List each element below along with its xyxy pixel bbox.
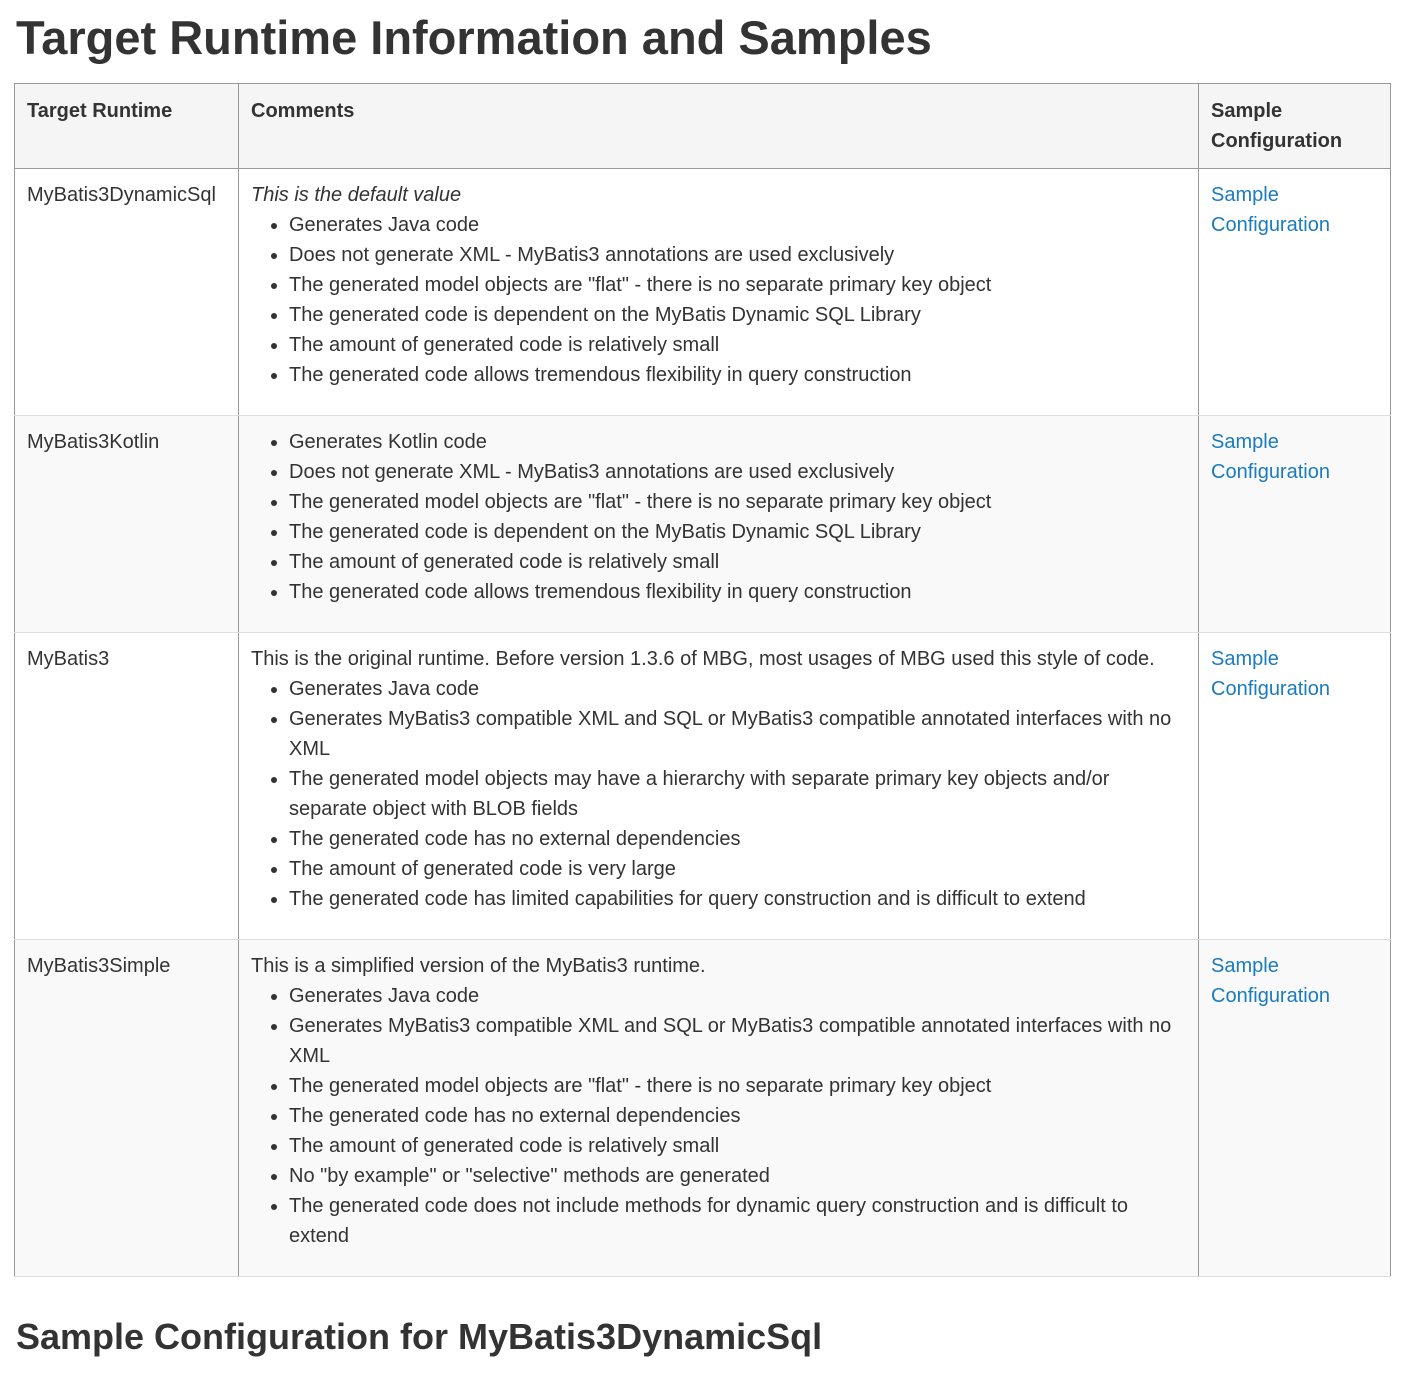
list-item: • Generates MyBatis3 compatible XML and SQL or MyBatis3 compatible annotated interfaces with no XML (289, 704, 1186, 764)
runtime-intro-text: This is the default value (251, 184, 462, 206)
list-item: • The generated code allows tremendous flexibility in query construction (289, 360, 1186, 390)
header-target-runtime: Target Runtime (15, 84, 239, 169)
runtime-feature-list (251, 674, 1186, 914)
sample-configuration-link[interactable]: Sample Configuration (1211, 184, 1330, 236)
list-item: • Does not generate XML - MyBatis3 annotations are used exclusively (289, 240, 1186, 270)
list-item: • The generated code is dependent on the MyBatis Dynamic SQL Library (289, 517, 1186, 547)
list-item: • The generated code has limited capabilities for query construction and is difficult to extend (289, 884, 1186, 914)
sample-configuration-link[interactable]: Sample Configuration (1211, 431, 1330, 483)
runtime-intro-text: This is the original runtime. Before version 1.3.6 of MBG, most usages of MBG used this style of code. (251, 648, 1155, 670)
list-item: • The generated model objects are "flat" - there is no separate primary key object (289, 487, 1186, 517)
list-item: • No "by example" or "selective" methods are generated (289, 1161, 1186, 1191)
list-item: • The generated model objects may have a hierarchy with separate primary key objects and/or separate object with BLOB fields (289, 764, 1186, 824)
list-item: • The generated code allows tremendous flexibility in query construction (289, 577, 1186, 607)
header-comments: Comments (239, 84, 1199, 169)
sample-configuration-link[interactable]: Sample Configuration (1211, 648, 1330, 700)
runtime-feature-list (251, 210, 1186, 390)
page-title: Target Runtime Information and Samples (16, 11, 932, 64)
list-item: • Generates MyBatis3 compatible XML and SQL or MyBatis3 compatible annotated interfaces with no XML (289, 1011, 1186, 1071)
list-item: • The generated model objects are "flat" - there is no separate primary key object (289, 270, 1186, 300)
section-title-sample-configuration: Sample Configuration for MyBatis3DynamicSql (16, 1316, 823, 1357)
table-row (15, 633, 1391, 940)
list-item: • The generated code has no external dependencies (289, 1101, 1186, 1131)
list-item: • The amount of generated code is relatively small (289, 1131, 1186, 1161)
list-item: • The generated code has no external dependencies (289, 824, 1186, 854)
table-row (15, 416, 1391, 633)
page-content (0, 10, 1414, 1359)
runtime-feature-list (251, 427, 1186, 607)
target-runtime-table (14, 83, 1391, 1277)
runtime-comments-cell (239, 633, 1199, 940)
table-row (15, 940, 1391, 1277)
runtime-comments-cell (239, 416, 1199, 633)
list-item: • The generated code is dependent on the MyBatis Dynamic SQL Library (289, 300, 1186, 330)
sample-configuration-cell (1199, 940, 1391, 1277)
runtime-intro-text: This is a simplified version of the MyBatis3 runtime. (251, 955, 706, 977)
runtime-name-cell: MyBatis3 (15, 633, 239, 940)
list-item: • The amount of generated code is very large (289, 854, 1186, 884)
header-sample-configuration: Sample Configuration (1199, 84, 1391, 169)
list-item: • Generates Kotlin code (289, 427, 1186, 457)
sample-configuration-cell (1199, 633, 1391, 940)
list-item: • Generates Java code (289, 674, 1186, 704)
runtime-name-cell: MyBatis3DynamicSql (15, 169, 239, 416)
table-header-row (15, 84, 1391, 169)
sample-configuration-link[interactable]: Sample Configuration (1211, 955, 1330, 1007)
list-item: • The generated model objects are "flat" - there is no separate primary key object (289, 1071, 1186, 1101)
sample-configuration-cell (1199, 169, 1391, 416)
runtime-comments-cell (239, 169, 1199, 416)
runtime-feature-list (251, 981, 1186, 1251)
list-item: • The amount of generated code is relatively small (289, 330, 1186, 360)
runtime-name-cell: MyBatis3Kotlin (15, 416, 239, 633)
list-item: • Generates Java code (289, 981, 1186, 1011)
sample-configuration-cell (1199, 416, 1391, 633)
runtime-comments-cell (239, 940, 1199, 1277)
table-row (15, 169, 1391, 416)
list-item: • The amount of generated code is relatively small (289, 547, 1186, 577)
list-item: • Generates Java code (289, 210, 1186, 240)
table-body (15, 169, 1391, 1277)
list-item: • Does not generate XML - MyBatis3 annotations are used exclusively (289, 457, 1186, 487)
runtime-name-cell: MyBatis3Simple (15, 940, 239, 1277)
list-item: • The generated code does not include methods for dynamic query construction and is difficult to extend (289, 1191, 1186, 1251)
